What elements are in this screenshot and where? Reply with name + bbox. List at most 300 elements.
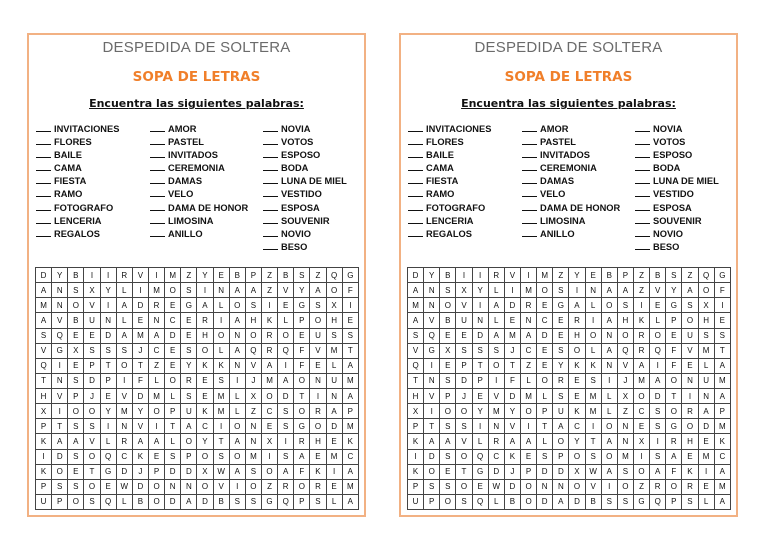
grid-row [36, 449, 359, 464]
grid-cell: F [714, 283, 730, 298]
grid-cell: O [682, 313, 698, 328]
grid-cell: E [310, 358, 326, 373]
grid-cell: R [310, 404, 326, 419]
grid-cell: T [165, 419, 181, 434]
answer-blank [408, 136, 423, 145]
grid-cell: F [666, 358, 682, 373]
answer-blank [408, 202, 423, 211]
grid-cell: C [633, 404, 649, 419]
grid-cell: D [165, 464, 181, 479]
grid-cell: D [424, 449, 440, 464]
word-item [635, 136, 719, 149]
grid-cell: T [84, 464, 100, 479]
grid-cell: P [424, 494, 440, 509]
answer-blank [263, 228, 278, 237]
grid-cell: D [52, 449, 68, 464]
grid-cell: I [342, 298, 358, 313]
grid-cell: N [100, 313, 116, 328]
grid-cell: E [342, 313, 358, 328]
word-label: VELO [168, 189, 194, 200]
grid-cell: O [197, 479, 213, 494]
grid-cell: S [617, 494, 633, 509]
grid-cell: Y [52, 268, 68, 283]
word-label: BESO [281, 241, 308, 252]
grid-row [408, 358, 731, 373]
grid-cell: V [488, 389, 504, 404]
grid-cell: S [650, 419, 666, 434]
grid-cell: O [148, 479, 164, 494]
grid-cell: Q [408, 358, 424, 373]
grid-cell: H [36, 389, 52, 404]
grid-cell: S [100, 343, 116, 358]
grid-cell: A [181, 494, 197, 509]
grid-cell: E [698, 434, 714, 449]
answer-blank [36, 188, 51, 197]
answer-blank [522, 215, 537, 224]
grid-cell: O [585, 328, 601, 343]
grid-cell: H [569, 328, 585, 343]
grid-cell: O [488, 358, 504, 373]
grid-cell: V [585, 479, 601, 494]
grid-cell: S [585, 449, 601, 464]
answer-blank [150, 175, 165, 184]
grid-cell: Y [197, 434, 213, 449]
grid-cell: A [116, 298, 132, 313]
grid-cell: K [213, 358, 229, 373]
grid-cell: M [213, 389, 229, 404]
grid-cell: A [714, 494, 730, 509]
grid-cell: M [342, 479, 358, 494]
grid-cell: H [617, 313, 633, 328]
grid-cell: L [537, 389, 553, 404]
grid-cell: T [52, 419, 68, 434]
grid-cell: A [601, 283, 617, 298]
grid-cell: V [682, 343, 698, 358]
grid-cell: Z [245, 404, 261, 419]
grid-cell: I [682, 389, 698, 404]
grid-cell: U [553, 404, 569, 419]
grid-cell: S [245, 298, 261, 313]
grid-row [36, 328, 359, 343]
grid-cell: N [617, 419, 633, 434]
grid-cell: E [213, 268, 229, 283]
word-label: INVITADOS [168, 150, 218, 161]
grid-cell: G [52, 343, 68, 358]
grid-cell: L [165, 434, 181, 449]
grid-cell: O [440, 298, 456, 313]
grid-cell: R [488, 434, 504, 449]
grid-cell: S [68, 479, 84, 494]
grid-cell: I [213, 419, 229, 434]
answer-blank [263, 162, 278, 171]
grid-cell: A [68, 434, 84, 449]
grid-cell: A [36, 313, 52, 328]
grid-cell: O [148, 404, 164, 419]
grid-cell: L [698, 358, 714, 373]
grid-cell: B [68, 268, 84, 283]
word-item [635, 215, 719, 228]
answer-blank [150, 202, 165, 211]
grid-cell: O [601, 449, 617, 464]
grid-cell: F [504, 373, 520, 388]
grid-cell: O [553, 434, 569, 449]
grid-cell: D [504, 479, 520, 494]
grid-cell: O [68, 404, 84, 419]
grid-cell: M [520, 283, 536, 298]
grid-cell: K [261, 313, 277, 328]
grid-cell: P [245, 268, 261, 283]
word-item [408, 162, 491, 175]
grid-cell: A [229, 343, 245, 358]
grid-cell: J [456, 389, 472, 404]
grid-row [408, 283, 731, 298]
grid-cell: P [148, 464, 164, 479]
grid-cell: V [456, 298, 472, 313]
grid-cell: G [294, 298, 310, 313]
grid-cell: Q [52, 328, 68, 343]
grid-cell: O [520, 479, 536, 494]
grid-cell: E [553, 313, 569, 328]
grid-cell: R [310, 479, 326, 494]
answer-blank [408, 175, 423, 184]
grid-cell: A [650, 373, 666, 388]
grid-cell: X [36, 404, 52, 419]
grid-cell: E [100, 479, 116, 494]
grid-cell: P [408, 419, 424, 434]
grid-cell: O [617, 328, 633, 343]
grid-cell: N [245, 419, 261, 434]
answer-blank [150, 228, 165, 237]
answer-blank [150, 136, 165, 145]
grid-cell: P [440, 389, 456, 404]
grid-cell: E [278, 298, 294, 313]
grid-cell: O [633, 389, 649, 404]
grid-cell: U [84, 313, 100, 328]
grid-cell: X [245, 389, 261, 404]
word-item [408, 149, 491, 162]
grid-cell: O [278, 328, 294, 343]
grid-row [408, 464, 731, 479]
word-item [150, 162, 248, 175]
word-item [150, 202, 248, 215]
grid-cell: D [537, 328, 553, 343]
grid-cell: E [100, 389, 116, 404]
grid-cell: N [424, 283, 440, 298]
grid-cell: Y [100, 283, 116, 298]
grid-cell: A [601, 343, 617, 358]
grid-cell: A [342, 494, 358, 509]
grid-cell: Q [326, 268, 342, 283]
word-label: VESTIDO [653, 189, 694, 200]
grid-cell: O [294, 404, 310, 419]
word-item [522, 175, 620, 188]
grid-cell: C [488, 449, 504, 464]
grid-cell: U [698, 373, 714, 388]
word-item [36, 136, 119, 149]
word-label: ANILLO [540, 228, 575, 239]
answer-blank [263, 215, 278, 224]
grid-row [408, 268, 731, 283]
grid-cell: V [310, 343, 326, 358]
grid-cell: S [116, 343, 132, 358]
answer-blank [263, 241, 278, 250]
answer-blank [635, 241, 650, 250]
grid-cell: Q [278, 494, 294, 509]
grid-cell: B [229, 268, 245, 283]
word-label: FIESTA [54, 176, 87, 187]
grid-cell: C [197, 419, 213, 434]
grid-cell: O [245, 328, 261, 343]
grid-cell: O [682, 419, 698, 434]
grid-cell: L [116, 283, 132, 298]
answer-blank [36, 175, 51, 184]
word-item [150, 136, 248, 149]
grid-cell: H [197, 328, 213, 343]
grid-cell: O [229, 449, 245, 464]
grid-cell: Y [504, 404, 520, 419]
grid-cell: I [472, 268, 488, 283]
word-label: CEREMONIA [168, 163, 225, 174]
grid-cell: E [698, 479, 714, 494]
word-label: LIMOSINA [168, 215, 214, 226]
grid-cell: I [310, 389, 326, 404]
grid-cell: O [666, 404, 682, 419]
word-item [635, 228, 719, 241]
grid-cell: L [488, 283, 504, 298]
word-item [522, 202, 620, 215]
grid-cell: E [472, 479, 488, 494]
grid-cell: C [520, 343, 536, 358]
grid-cell: Z [261, 283, 277, 298]
grid-cell: Q [36, 358, 52, 373]
grid-cell: A [504, 434, 520, 449]
grid-cell: B [68, 313, 84, 328]
grid-cell: O [181, 434, 197, 449]
grid-cell: D [132, 479, 148, 494]
grid-cell: X [440, 343, 456, 358]
grid-cell: X [326, 298, 342, 313]
grid-cell: X [261, 434, 277, 449]
word-item [522, 188, 620, 201]
grid-cell: H [698, 313, 714, 328]
grid-row [408, 404, 731, 419]
grid-cell: M [714, 479, 730, 494]
answer-blank [635, 188, 650, 197]
grid-cell: B [132, 494, 148, 509]
grid-cell: S [68, 449, 84, 464]
grid-cell: M [148, 283, 164, 298]
grid-cell: K [714, 434, 730, 449]
grid-cell: M [488, 404, 504, 419]
grid-row [36, 404, 359, 419]
grid-cell: A [601, 464, 617, 479]
grid-cell: O [165, 373, 181, 388]
grid-cell: I [100, 298, 116, 313]
grid-row [36, 298, 359, 313]
grid-cell: I [488, 373, 504, 388]
grid-cell: O [294, 479, 310, 494]
answer-blank [635, 215, 650, 224]
grid-cell: A [520, 328, 536, 343]
grid-cell: S [36, 328, 52, 343]
grid-row [408, 313, 731, 328]
answer-blank [635, 202, 650, 211]
grid-cell: L [213, 343, 229, 358]
grid-cell: R [488, 268, 504, 283]
answer-blank [635, 228, 650, 237]
grid-cell: A [181, 419, 197, 434]
grid-cell: U [310, 328, 326, 343]
grid-cell: N [148, 313, 164, 328]
grid-cell: O [261, 389, 277, 404]
grid-cell: S [181, 389, 197, 404]
grid-cell: O [148, 494, 164, 509]
grid-cell: E [537, 343, 553, 358]
grid-cell: S [440, 373, 456, 388]
grid-cell: N [165, 479, 181, 494]
grid-cell: K [585, 358, 601, 373]
grid-cell: S [456, 494, 472, 509]
grid-cell: K [36, 464, 52, 479]
grid-cell: V [424, 313, 440, 328]
grid-cell: N [537, 479, 553, 494]
word-item [635, 241, 719, 254]
grid-cell: T [213, 434, 229, 449]
grid-cell: E [181, 328, 197, 343]
grid-cell: S [278, 449, 294, 464]
grid-cell: R [261, 343, 277, 358]
grid-cell: I [197, 283, 213, 298]
grid-cell: I [633, 298, 649, 313]
grid-cell: S [698, 328, 714, 343]
grid-cell: Y [666, 283, 682, 298]
grid-cell: S [342, 328, 358, 343]
grid-cell: Q [472, 494, 488, 509]
grid-cell: E [472, 389, 488, 404]
grid-cell: T [666, 389, 682, 404]
grid-cell: P [52, 494, 68, 509]
word-label: FIESTA [426, 176, 459, 187]
grid-cell: N [116, 419, 132, 434]
grid-cell: Y [569, 434, 585, 449]
grid-cell: J [504, 464, 520, 479]
grid-cell: V [424, 389, 440, 404]
grid-cell: N [229, 328, 245, 343]
grid-cell: R [278, 479, 294, 494]
word-label: BAILE [54, 150, 82, 161]
grid-cell: S [537, 449, 553, 464]
grid-cell: L [213, 298, 229, 313]
grid-cell: A [342, 358, 358, 373]
grid-cell: I [52, 404, 68, 419]
grid-cell: R [261, 328, 277, 343]
grid-cell: C [165, 313, 181, 328]
grid-cell: K [132, 449, 148, 464]
grid-cell: A [714, 389, 730, 404]
grid-cell: O [197, 449, 213, 464]
grid-cell: A [229, 313, 245, 328]
grid-cell: I [148, 268, 164, 283]
grid-cell: Z [553, 268, 569, 283]
grid-cell: E [68, 328, 84, 343]
answer-blank [36, 149, 51, 158]
grid-cell: A [326, 404, 342, 419]
grid-cell: M [520, 389, 536, 404]
answer-blank [36, 123, 51, 132]
grid-cell: S [650, 404, 666, 419]
grid-cell: I [229, 479, 245, 494]
grid-cell: D [197, 494, 213, 509]
grid-cell: A [229, 283, 245, 298]
grid-cell: X [633, 434, 649, 449]
grid-cell: I [504, 283, 520, 298]
grid-cell: G [553, 298, 569, 313]
grid-cell: I [100, 268, 116, 283]
grid-row [408, 389, 731, 404]
word-search-grid [35, 267, 359, 510]
grid-cell: I [714, 298, 730, 313]
grid-cell: S [68, 419, 84, 434]
grid-cell: Q [100, 494, 116, 509]
grid-cell: N [617, 434, 633, 449]
word-item [522, 215, 620, 228]
grid-cell: Z [181, 268, 197, 283]
word-label: SOUVENIR [281, 215, 330, 226]
word-item [263, 202, 347, 215]
grid-cell: B [440, 268, 456, 283]
word-label: ESPOSO [653, 150, 693, 161]
grid-cell: A [488, 298, 504, 313]
grid-cell: L [148, 373, 164, 388]
word-item [408, 228, 491, 241]
word-label: BODA [653, 163, 681, 174]
grid-cell: Z [520, 358, 536, 373]
word-label: FOTOGRAFO [426, 202, 486, 213]
grid-cell: M [633, 373, 649, 388]
grid-cell: A [310, 283, 326, 298]
word-item [36, 202, 119, 215]
grid-cell: P [408, 479, 424, 494]
word-list-column-2 [150, 123, 248, 241]
grid-cell: M [504, 328, 520, 343]
grid-cell: S [294, 268, 310, 283]
grid-cell: K [310, 464, 326, 479]
grid-cell: S [245, 494, 261, 509]
grid-cell: I [650, 358, 666, 373]
grid-cell: M [36, 298, 52, 313]
grid-cell: N [488, 419, 504, 434]
grid-cell: Q [472, 449, 488, 464]
grid-row [36, 268, 359, 283]
word-item [263, 123, 347, 136]
grid-cell: E [650, 298, 666, 313]
grid-row [36, 313, 359, 328]
grid-cell: M [342, 373, 358, 388]
grid-cell: X [197, 464, 213, 479]
grid-cell: S [553, 389, 569, 404]
grid-cell: D [326, 419, 342, 434]
grid-cell: I [116, 373, 132, 388]
grid-cell: S [213, 449, 229, 464]
grid-cell: I [261, 449, 277, 464]
word-item [408, 136, 491, 149]
grid-cell: E [537, 358, 553, 373]
grid-cell: S [310, 298, 326, 313]
grid-cell: B [440, 313, 456, 328]
grid-cell: U [682, 328, 698, 343]
grid-cell: E [714, 313, 730, 328]
answer-blank [263, 123, 278, 132]
